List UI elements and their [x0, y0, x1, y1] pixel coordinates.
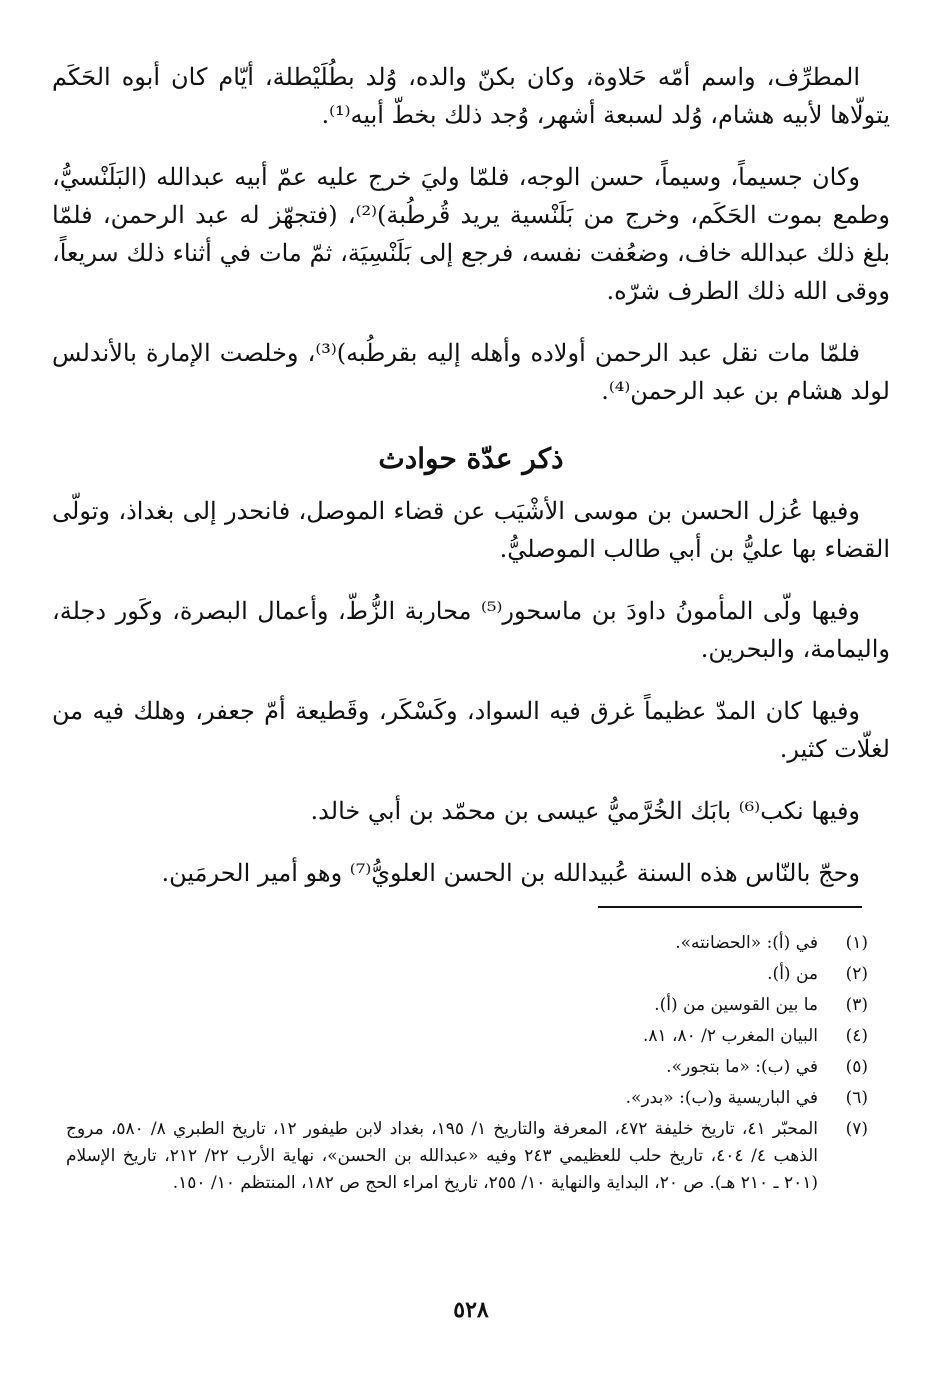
page-number: ٥٢٨ — [453, 1297, 489, 1323]
event-5: وحجّ بالنّاس هذه السنة عُبيدالله بن الحسن العلويُّ⁽⁷⁾ وهو أمير الحرمَين. — [161, 859, 860, 887]
footnote-number: (٧) — [845, 1119, 868, 1139]
footnote-text: المحبّر ٤١، تاريخ خليفة ٤٧٢، المعرفة والتاريخ ١/ ١٩٥، بغداد لابن طيفور ١٢، تاريخ الطبري ٨/ ٥٨٠، مروج الذهب ٤/ ٤٠٤، تاريخ حلب للعظيمي ٢٤٣ وفيه «عبدالله بن الحسن»، نهاية الأرب ٢٢/ ٢١٢، تاريخ الإسلام (٢٠١ ـ ٢١٠ هـ). ص ٢٠، البداية والنهاية ١٠/ ٢٥٥، تاريخ امراء الحج ص ١٨٢، المنتظم ١٠/ ١٥٠. — [66, 1119, 819, 1193]
footnote — [66, 992, 868, 1019]
section-heading: ذكر عدّة حوادث — [378, 442, 564, 475]
footnote-text: في (أ): «الحضانته». — [675, 933, 818, 953]
paragraph-3: فلمّا مات نقل عبد الرحمن أولاده وأهله إليه بقرطُبه)⁽³⁾، وخلصت الإمارة بالأندلس لولد هشام بن عبد الرحمن⁽⁴⁾. — [52, 339, 890, 405]
footnote-text: في (ب): «ما بتجور». — [666, 1057, 818, 1077]
paragraph-1: المطرِّف، واسم أمّه حَلاوة، وكان بكنّ والده، وُلد بطُلَيْطلة، أيّام كان أبوه الحَكَم يتولّاها لأبيه هشام، وُلد لسبعة أشهر، وُجد ذلك بخطّ أبيه⁽¹⁾. — [52, 63, 890, 129]
footnote — [66, 961, 868, 988]
footnote-number: (٦) — [845, 1088, 868, 1108]
event-3: وفيها كان المدّ عظيماً غرق فيه السواد، وكَسْكَر، وقَطيعة أمّ جعفر، وهلك فيه من لغلّات كثير. — [52, 697, 890, 763]
footnote-divider — [598, 906, 862, 908]
footnote-number: (٤) — [845, 1026, 868, 1046]
footnote-text: في الباريسية و(ب): «بدر». — [625, 1088, 818, 1108]
footnotes — [66, 930, 868, 1201]
main-text — [52, 58, 890, 916]
footnote-number: (٥) — [845, 1057, 868, 1077]
footnote — [66, 930, 868, 957]
footnote-number: (٢) — [845, 964, 868, 984]
paragraph-2: وكان جسيماً، وسيماً، حسن الوجه، فلمّا وليَ خرج عليه عمّ أبيه عبدالله (البَلَنْسيُّ، وطمع بموت الحَكَم، وخرج من بَلَنْسية يريد قُرطُبة)⁽²⁾، (فتجهّز له عبد الرحمن، فلمّا بلغ ذلك عبدالله خاف، وضعُفت نفسه، فرجع إلى بَلَنْسِيَة، ثمّ مات في أثناء ذلك سريعاً، ووقى الله ذلك الطرف شرّه. — [52, 163, 890, 305]
footnote-number: (١) — [845, 933, 868, 953]
footnote — [66, 1054, 868, 1081]
footnote-number: (٣) — [845, 995, 868, 1015]
footnote-text: ما بين القوسين من (أ). — [654, 995, 818, 1015]
footnote — [66, 1023, 868, 1050]
event-4: وفيها نكب⁽⁶⁾ بابَك الخُرَّميُّ عيسى بن محمّد بن أبي خالد. — [310, 797, 860, 825]
footnote-text: البيان المغرب ٢/ ٨٠، ٨١. — [642, 1026, 818, 1046]
event-1: وفيها عُزل الحسن بن موسى الأشْيَب عن قضاء الموصل، فانحدر إلى بغداذ، وتولّى القضاء بها عليُّ بن أبي طالب الموصليُّ. — [52, 497, 890, 563]
event-2: وفيها ولّى المأمونُ داودَ بن ماسحور⁽⁵⁾ محاربة الزُّطّ، وأعمال البصرة، وكَور دجلة، واليمامة، والبحرين. — [52, 597, 890, 663]
footnote — [66, 1085, 868, 1112]
footnote-text: من (أ). — [767, 964, 818, 984]
footnote — [66, 1116, 868, 1197]
